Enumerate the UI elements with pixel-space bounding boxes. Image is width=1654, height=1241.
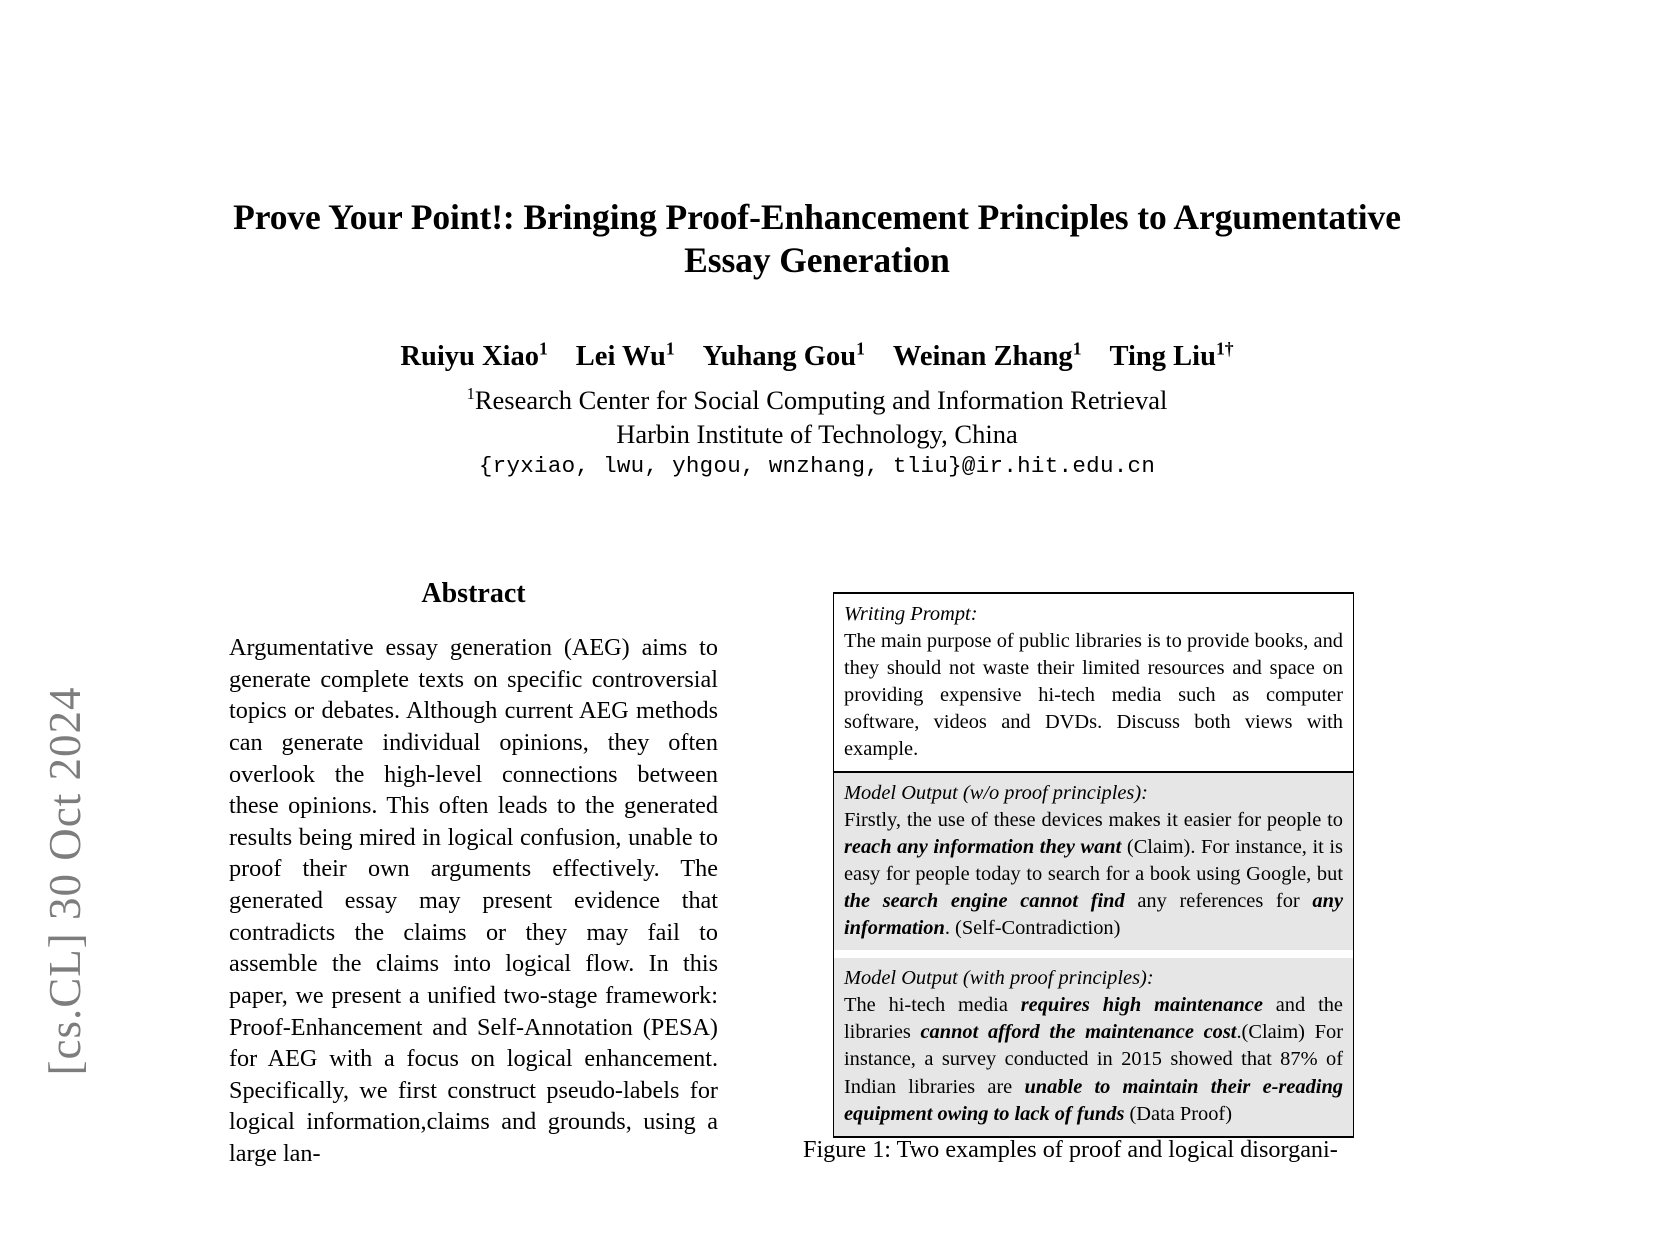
figure-highlight-phrase: the search engine cannot find: [844, 890, 1125, 913]
affiliation-marker: 1: [466, 384, 475, 403]
figure-1-box: [833, 592, 1354, 1138]
figure-1-caption: Figure 1: Two examples of proof and logical disorgani-: [803, 1136, 1338, 1163]
arxiv-identifier-stamp: [cs.CL] 30 Oct 2024: [40, 686, 90, 1076]
figure-highlight-phrase: cannot afford the maintenance cost: [920, 1021, 1237, 1044]
affiliation-block: [227, 383, 1407, 452]
figure-panel-label: Model Output (w/o proof principles):: [844, 782, 1148, 805]
author-name: [892, 338, 1082, 372]
figure-panel-text: [844, 809, 1343, 939]
author-list: [227, 338, 1407, 373]
figure-plain-text: The hi-tech media: [844, 994, 1021, 1017]
abstract-body: Argumentative essay generation (AEG) aims to generate complete texts on specific controversial topics or debates. Although current AEG methods can generate individual opinions, they often overlook the high-level connections between these opinions. This often leads to the generated results being mired in logical confusion, unable to proof their own arguments effectively. The generated essay may present evidence that contradicts the claims or they may fail to assemble the claims into logical flow. In this paper, we present a unified two-stage framework: Proof-Enhancement and Self-Annotation (PESA) for AEG with a focus on logical enhancement. Specifically, we first construct pseudo-labels for logical information,claims and grounds, using a large lan-: [229, 634, 718, 1167]
figure-plain-text: The main purpose of public libraries is to provide books, and they should not waste their limited resources and space on providing expensive hi-tech media such as computer software, videos and DVDs. Discuss both views with example.: [844, 630, 1343, 761]
affiliation-text-1: Research Center for Social Computing and Information Retrieval: [474, 384, 1168, 415]
author-affiliation-marker: 1: [1072, 338, 1082, 358]
figure-panel-text: [844, 630, 1343, 760]
figure-panel-text: [844, 994, 1343, 1124]
author-name-text: Ruiyu Xiao: [400, 340, 539, 372]
title-block: [227, 196, 1407, 283]
figure-column: [833, 592, 1354, 1138]
figure-highlight-phrase: unable to maintain their e-reading equipment owing to lack of funds: [844, 1075, 1343, 1125]
author-affiliation-marker: 1: [538, 338, 548, 358]
figure-plain-text: and the libraries: [844, 994, 1343, 1044]
figure-panel-label-colon: :: [1146, 967, 1154, 990]
figure-panel: [834, 773, 1353, 950]
figure-plain-text: .(Claim) For instance, a survey conducted in 2015 showed that 87% of Indian libraries are: [844, 1021, 1343, 1098]
figure-panel-label-colon: :: [1141, 782, 1148, 805]
figure-panel: [834, 958, 1353, 1135]
figure-plain-text: (Claim). For instance, it is easy for people today to search for a book using Google, but: [844, 836, 1343, 886]
author-name: [400, 338, 548, 372]
author-name-text: Weinan Zhang: [892, 340, 1073, 372]
figure-highlight-phrase: reach any information they want: [844, 836, 1122, 859]
figure-plain-text: any references for: [1124, 890, 1313, 913]
figure-highlight-phrase: requires high maintenance: [1020, 994, 1263, 1017]
figure-panel: [834, 594, 1353, 771]
author-name: [1109, 338, 1234, 372]
affiliation-line-2: Harbin Institute of Technology, China: [616, 418, 1018, 449]
abstract-heading: Abstract: [421, 578, 526, 609]
affiliation-line-1: [227, 383, 1407, 418]
page-title: Prove Your Point!: Bringing Proof-Enhancement Principles to Argumentative Essay Generation: [233, 197, 1401, 281]
figure-panel-label-colon: :: [970, 603, 978, 625]
author-affiliation-marker: 1: [856, 338, 865, 358]
figure-panel-label: Model Output (with proof principles):: [844, 967, 1154, 990]
figure-plain-text: . (Self-Contradiction): [944, 917, 1121, 940]
author-affiliation-marker: 1: [665, 338, 675, 358]
abstract-column: [229, 578, 718, 1170]
author-name-text: Yuhang Gou: [702, 340, 857, 372]
author-name-text: Lei Wu: [575, 340, 666, 372]
author-name: [575, 338, 675, 372]
author-name-text: Ting Liu: [1109, 340, 1216, 372]
figure-panel-label: Writing Prompt:: [844, 603, 978, 625]
figure-panel-gap: [834, 950, 1353, 958]
figure-highlight-phrase: any information: [844, 890, 1343, 940]
figure-plain-text: (Data Proof): [1124, 1102, 1232, 1125]
author-name: [702, 338, 865, 372]
author-affiliation-marker: 1†: [1215, 338, 1234, 358]
figure-plain-text: Firstly, the use of these devices makes it easier for people to: [844, 809, 1343, 832]
author-emails: {ryxiao, lwu, yhgou, wnzhang, tliu}@ir.hit.edu.cn: [478, 453, 1156, 479]
